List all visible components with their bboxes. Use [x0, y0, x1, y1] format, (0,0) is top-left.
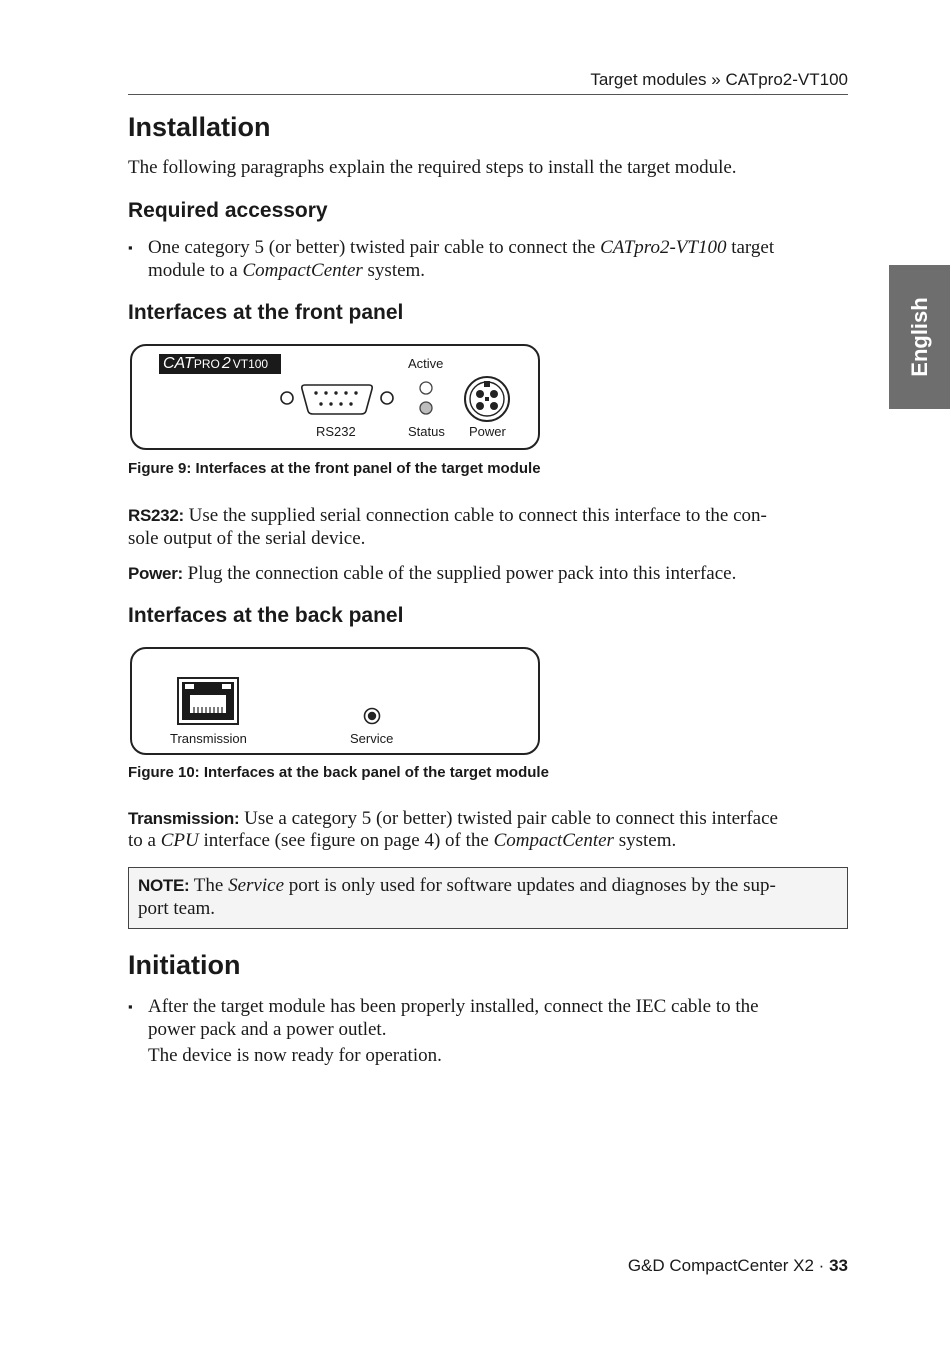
- breadcrumb-product: CATpro2-VT100: [725, 70, 848, 89]
- initiation-bullet-line-2: power pack and a power outlet.: [148, 1019, 387, 1040]
- bullet-marker: ▪: [128, 240, 133, 255]
- accessory-text: target: [726, 237, 775, 258]
- transmission-text: Use a category 5 (or better) twisted pair cable to connect this interface: [239, 808, 778, 829]
- language-tab: [889, 265, 950, 409]
- accessory-text: module to a: [148, 260, 243, 281]
- logo-cat: CAT: [163, 355, 194, 372]
- page-footer: [128, 1256, 848, 1276]
- initiation-bullet-line-1: After the target module has been properly installed, connect the IEC cable to the: [148, 996, 759, 1017]
- note-line-2: port team.: [138, 898, 216, 919]
- transmission-term: Transmission:: [128, 809, 240, 828]
- status-leds-icon: [418, 381, 434, 417]
- service-label: Service: [350, 731, 394, 746]
- power-connector-icon: [463, 375, 511, 423]
- service-term: Service: [228, 875, 284, 896]
- note-box: [128, 867, 848, 929]
- rj45-port-icon: [177, 677, 239, 725]
- front-panel-figure: [130, 344, 540, 450]
- rs232-description-line-1: [128, 504, 767, 527]
- logo-pro: PRO: [193, 357, 220, 371]
- transmission-text: to a: [128, 830, 161, 851]
- power-term: Power:: [128, 564, 183, 583]
- rs232-connector-icon: [272, 376, 402, 420]
- back-panel-figure: [130, 647, 540, 755]
- language-tab-label: English: [906, 297, 932, 377]
- product-name: CATpro2-VT100: [600, 237, 727, 258]
- initiation-heading: Initiation: [128, 950, 241, 980]
- accessory-line-2: [148, 259, 425, 282]
- system-name: CompactCenter: [242, 260, 363, 281]
- cpu-term: CPU: [160, 830, 199, 851]
- logo-2: 2: [221, 355, 231, 372]
- bullet-marker: ▪: [128, 999, 133, 1014]
- installation-heading: Installation: [128, 112, 271, 142]
- front-panel-heading: Interfaces at the front panel: [128, 301, 404, 324]
- breadcrumb-section: Target modules: [590, 70, 707, 89]
- accessory-text: One category 5 (or better) twisted pair cable to connect the: [148, 237, 601, 258]
- footer-text: G&D CompactCenter X2 ·: [627, 1256, 830, 1275]
- rs232-text: Use the supplied serial connection cable to connect this interface to the con-: [183, 505, 767, 526]
- power-label: Power: [469, 424, 506, 439]
- service-port-icon: [363, 707, 381, 725]
- note-text: The: [189, 875, 229, 896]
- transmission-text: system.: [613, 830, 677, 851]
- rs232-term: RS232:: [128, 506, 184, 525]
- rs232-label: RS232: [316, 424, 356, 439]
- figure-10-caption: Figure 10: Interfaces at the back panel of the target module: [128, 764, 549, 781]
- note-term: NOTE:: [138, 876, 190, 895]
- rs232-description-line-2: sole output of the serial device.: [128, 528, 366, 549]
- product-logo: [159, 354, 281, 374]
- transmission-description-line-2: [128, 829, 676, 852]
- transmission-label: Transmission: [170, 731, 247, 746]
- power-text: Plug the connection cable of the supplied power pack into this interface.: [182, 563, 737, 584]
- power-description: [128, 562, 736, 585]
- system-name: CompactCenter: [493, 830, 614, 851]
- figure-9-caption: Figure 9: Interfaces at the front panel of the target module: [128, 460, 541, 477]
- transmission-text: interface (see figure on page 4) of the: [198, 830, 494, 851]
- logo-model: VT100: [232, 357, 269, 371]
- accessory-text: system.: [362, 260, 426, 281]
- back-panel-heading: Interfaces at the back panel: [128, 604, 404, 627]
- required-accessory-heading: Required accessory: [128, 199, 328, 222]
- status-label: Status: [408, 424, 445, 439]
- running-header: [128, 70, 848, 90]
- active-label: Active: [408, 356, 444, 371]
- header-divider: [128, 94, 848, 95]
- initiation-result: The device is now ready for operation.: [148, 1045, 442, 1066]
- note-text: port is only used for software updates and diagnoses by the sup-: [284, 875, 776, 896]
- transmission-description-line-1: [128, 807, 778, 830]
- note-line-1: [138, 874, 776, 897]
- page-number: 33: [829, 1256, 848, 1275]
- accessory-line-1: [148, 236, 774, 259]
- breadcrumb-separator: »: [711, 70, 721, 89]
- installation-intro: The following paragraphs explain the required steps to install the target module.: [128, 157, 737, 178]
